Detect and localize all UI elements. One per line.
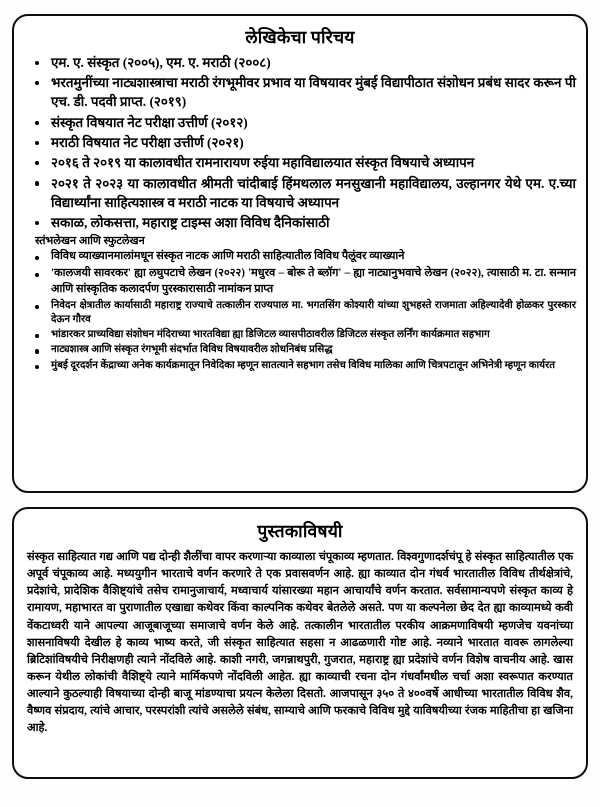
bullet-text: संस्कृत विषयात नेट परीक्षा उत्तीर्ण (२०१२) (51, 114, 248, 130)
list-item (24, 266, 576, 298)
list-item (24, 73, 576, 112)
list-item (24, 359, 576, 373)
list-item (24, 328, 576, 342)
bullet-text: विविध व्याख्यानमालांमधून संस्कृत नाटक आणि मराठी साहित्यातील विविध पैलूंवर व्याख्याने (51, 250, 405, 263)
list-item (24, 153, 576, 172)
bullet-text: एम. ए. संस्कृत (२००५), एम. ए. मराठी (२००८) (51, 54, 271, 70)
list-item (24, 213, 576, 232)
list-item (24, 299, 576, 328)
author-bio-panel (12, 14, 588, 493)
list-item (24, 133, 576, 152)
author-bio-list (24, 53, 576, 233)
list-item (24, 53, 576, 72)
list-item (24, 343, 576, 357)
list-item (24, 113, 576, 132)
bullet-text: २०१६ ते २०१९ या कालावधीत रामनारायण रुईया महाविद्यालयात संस्कृत विषयाचे अध्यापन (51, 155, 475, 171)
list-item (24, 249, 576, 265)
about-book-paragraph: संस्कृत साहित्यात गद्य आणि पद्य दोन्ही शैलींचा वापर करणाऱ्या काव्याला चंपूकाव्य म्हणतात. विश्वगुणादर्शचंपू हे संस्कृत साहित्यातील एक अपूर्व चंपूकाव्य आहे. मध्ययुगीन भारताचे वर्णन करणारे ते एक प्रवासवर्णन आहे. ह्या काव्यात दोन गंधर्व भारतातील विविध तीर्थक्षेत्रांचे, प्रदेशांचे, प्रादेशिक वैशिष्ट्यांचे तसेच रामानुजाचार्य, मध्वाचार्य यांसारख्या महान आचार्यांचे वर्णन करतात. सर्वसामान्यपणे संस्कृत काव्य हे रामायण, महाभारत वा पुराणातील एखाद्या कथेवर किंवा काल्पनिक कथेवर बेतलेले असते. पण या कल्पनेला छेद देत ह्या काव्यामध्ये कवी वेंकटाध्वरी याने आपल्या आजूबाजूच्या समाजाचे वर्णन केले आहे. तत्कालीन भारतातील परकीय आक्रमणाविषयी म्हणजेच यवनांच्या शासनाविषयी देखील हे काव्य भाष्य करते, जी संस्कृत साहित्यात सहसा न आढळणारी गोष्ट आहे. नव्याने भारतात वावरू लागलेल्या ब्रिटिशांविषयीचे निरीक्षणही त्याने नोंदविले आहे. काशी नगरी, जगन्नाथपुरी, गुजरात, महाराष्ट्र ह्या प्रदेशांचे वर्णन विशेष वाचनीय आहे. खास करून येथील लोकांची वैशिष्ट्ये त्याने मार्मिकपणे नोंदविली आहेत. ह्या काव्याची रचना दोन गंधर्वांमधील चर्चा अशा स्वरूपात करण्यात आल्याने कुठल्याही विषयाच्या दोन्ही बाजू मांडण्याचा प्रयत्न केलेला दिसतो. आजपासून ३५० ते ४००वर्षे आधीच्या भारतातील विविध शैव, वैष्णव संप्रदाय, त्यांचे आचार, परस्परांशी त्यांचे असलेले संबंध, साम्याचे आणि फरकाचे विविध मुद्दे याविषयीच्या रंजक माहितीचा हा खजिना आहे. (27, 550, 573, 735)
bullet-text: 'कालजयी सावरकर' ह्या लघुपटाचे लेखन (२०२२) 'मधुरव – बोरू ते ब्लॉग' – ह्या नाट्यानुभवाचे लेखन (२०२२), त्यासाठी म. टा. सन्मान आणि सांस्कृतिक कलादर्पण पुरस्कारासाठी नामांकन प्राप्त (51, 267, 576, 295)
bullet-text: मुंबई दूरदर्शन केंद्राच्या अनेक कार्यक्रमातून निवेदिका म्हणून सातत्याने सहभाग तसेच विविध मालिका आणि चित्रपटातून अभिनेत्री म्हणून कार्यरत (51, 359, 556, 371)
about-book-title: पुस्तकाविषयी (257, 521, 343, 541)
author-bio-list-secondary (24, 249, 576, 373)
bullet-text: नाट्यशास्त्र आणि संस्कृत रंगभूमी संदर्भात विविध विषयावरील शोधनिबंध प्रसिद्ध (51, 344, 333, 356)
bullet-text: भांडारकर प्राच्यविद्या संशोधन मंदिराच्या भारतविद्या ह्या डिजिटल व्यासपीठावरील डिजिटल संस्कृत लर्निंग कार्यक्रमात सहभाग (51, 329, 490, 341)
list-item (24, 174, 576, 213)
bullet-text: भरतमुनींच्या नाट्यशास्त्राचा मराठी रंगभूमीवर प्रभाव या विषयावर मुंबई विद्यापीठात संशोधन प्रबंध सादर करून पी एच. डी. पदवी प्राप्त. (२०१९) (51, 75, 576, 110)
about-book-panel (12, 507, 588, 779)
bullet-text: मराठी विषयात नेट परीक्षा उत्तीर्ण (२०२१) (51, 135, 244, 151)
author-bio-title: लेखिकेचा परिचय (245, 27, 355, 47)
bullet-text: २०२१ ते २०२३ या कालावधीत श्रीमती चांदीबाई हिंमथलाल मनसुखानी महाविद्यालय, उल्हानगर येथे एम. ए.च्या विद्यार्थ्यांना साहित्यशास्त्र व मराठी नाटक या विषयाचे अध्यापन (51, 175, 576, 210)
bullet-text: निवेदन क्षेत्रातील कार्यासाठी महाराष्ट्र राज्याचे तत्कालीन राज्यपाल मा. भगतसिंग कोश्यारी यांच्या शुभहस्ते राजमाता अहिल्यादेवी होळकर पुरस्कार देऊन गौरव (51, 299, 576, 325)
bullet-text: सकाळ, लोकसत्ता, महाराष्ट्र टाइम्स अशा विविध दैनिकांसाठी (51, 215, 330, 231)
bullet-continuation-line: स्तंभलेखन आणि स्फुटलेखन (35, 234, 145, 247)
